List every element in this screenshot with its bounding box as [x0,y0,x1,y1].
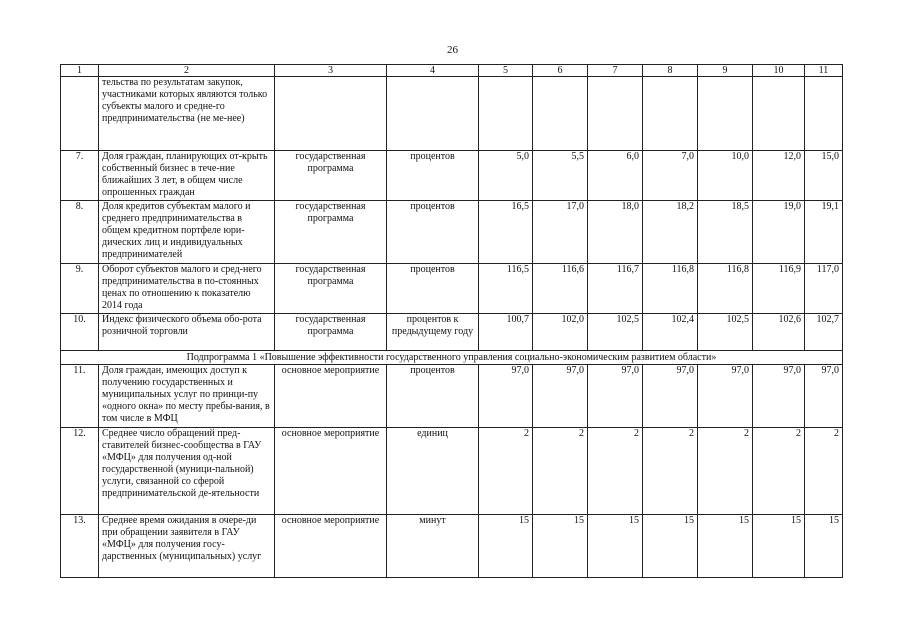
value-cell: 18,5 [698,201,753,264]
column-number: 2 [99,65,275,77]
row-number: 10. [61,314,99,351]
column-number: 3 [275,65,387,77]
indicator-name: Доля граждан, имеющих доступ к получению государственных и муниципальных услуг по принци-пу «одного окна» по месту пребы-вания, в том числе в МФЦ [99,365,275,428]
row-number: 12. [61,428,99,515]
value-cell [753,77,805,151]
value-cell: 2 [805,428,843,515]
value-cell: 6,0 [588,151,643,201]
column-number: 5 [479,65,533,77]
column-number: 8 [643,65,698,77]
value-cell: 116,8 [643,264,698,314]
value-cell: 15 [479,515,533,578]
value-cell: 116,9 [753,264,805,314]
value-cell: 15 [643,515,698,578]
indicator-type: основное мероприятие [275,365,387,428]
value-cell: 17,0 [533,201,588,264]
value-cell: 102,7 [805,314,843,351]
unit: единиц [387,428,479,515]
indicator-type: государственная программа [275,314,387,351]
unit [387,77,479,151]
value-cell [479,77,533,151]
unit: процентов [387,151,479,201]
value-cell: 10,0 [698,151,753,201]
value-cell [588,77,643,151]
value-cell: 117,0 [805,264,843,314]
indicator-type: государственная программа [275,151,387,201]
subprogram-row [61,351,843,365]
value-cell: 102,6 [753,314,805,351]
row-number: 13. [61,515,99,578]
value-cell [643,77,698,151]
table-row [61,314,843,351]
unit: процентов [387,201,479,264]
value-cell: 2 [588,428,643,515]
unit: процентов к предыдущему году [387,314,479,351]
value-cell: 97,0 [588,365,643,428]
indicator-name: Среднее время ожидания в очере-ди при обращении заявителя в ГАУ «МФЦ» для получения госу-дарственных (муниципальных) услуг [99,515,275,578]
value-cell: 97,0 [698,365,753,428]
value-cell: 2 [698,428,753,515]
value-cell: 116,6 [533,264,588,314]
unit: процентов [387,264,479,314]
value-cell: 100,7 [479,314,533,351]
value-cell: 16,5 [479,201,533,264]
value-cell: 18,2 [643,201,698,264]
value-cell: 2 [753,428,805,515]
value-cell: 15 [698,515,753,578]
value-cell: 19,0 [753,201,805,264]
table-row [61,365,843,428]
column-number: 7 [588,65,643,77]
indicator-type: государственная программа [275,264,387,314]
value-cell: 97,0 [643,365,698,428]
table-row [61,201,843,264]
value-cell: 18,0 [588,201,643,264]
value-cell: 15 [805,515,843,578]
value-cell [698,77,753,151]
value-cell [533,77,588,151]
value-cell: 5,0 [479,151,533,201]
indicator-type: государственная программа [275,201,387,264]
value-cell: 97,0 [805,365,843,428]
table-row [61,264,843,314]
column-number: 4 [387,65,479,77]
column-number: 1 [61,65,99,77]
value-cell: 2 [643,428,698,515]
value-cell: 116,8 [698,264,753,314]
table-row [61,515,843,578]
value-cell [805,77,843,151]
value-cell: 102,5 [698,314,753,351]
row-number: 11. [61,365,99,428]
value-cell: 102,4 [643,314,698,351]
column-number: 11 [805,65,843,77]
indicator-name: Оборот субъектов малого и сред-него предпринимательства в по-стоянных ценах по отношению к показателю 2014 года [99,264,275,314]
indicator-name: Среднее число обращений пред-ставителей бизнес-сообщества в ГАУ «МФЦ» для получения од-ной государственной (муници-пальной) услуги, связанной со сферой предпринимательской де-ятельности [99,428,275,515]
indicator-type: основное мероприятие [275,515,387,578]
column-number-row [61,65,843,77]
value-cell: 15 [753,515,805,578]
unit: процентов [387,365,479,428]
table-row [61,428,843,515]
table-row [61,151,843,201]
value-cell: 116,7 [588,264,643,314]
value-cell: 15 [533,515,588,578]
value-cell: 2 [533,428,588,515]
value-cell: 5,5 [533,151,588,201]
continuation-row [61,77,843,151]
row-number [61,77,99,151]
value-cell: 97,0 [533,365,588,428]
column-number: 10 [753,65,805,77]
value-cell: 15,0 [805,151,843,201]
value-cell: 97,0 [753,365,805,428]
indicator-name: Индекс физического объема обо-рота розничной торговли [99,314,275,351]
column-number: 9 [698,65,753,77]
indicator-type [275,77,387,151]
value-cell: 97,0 [479,365,533,428]
indicator-type: основное мероприятие [275,428,387,515]
value-cell: 2 [479,428,533,515]
row-number: 8. [61,201,99,264]
value-cell: 7,0 [643,151,698,201]
subprogram-title: Подпрограмма 1 «Повышение эффективности государственного управления социально-экономическим развитием области» [61,351,843,365]
page-number: 26 [447,44,458,56]
unit: минут [387,515,479,578]
value-cell: 15 [588,515,643,578]
row-number: 9. [61,264,99,314]
value-cell: 19,1 [805,201,843,264]
column-number: 6 [533,65,588,77]
value-cell: 102,0 [533,314,588,351]
indicators-table [60,64,843,578]
value-cell: 102,5 [588,314,643,351]
value-cell: 116,5 [479,264,533,314]
indicator-name: тельства по результатам закупок, участниками которых являются только субъекты малого и средне-го предпринимательства (не ме-нее) [99,77,275,151]
indicator-name: Доля кредитов субъектам малого и среднего предпринимательства в общем кредитном портфеле юри-дических лиц и индивидуальных предпринимателей [99,201,275,264]
value-cell: 12,0 [753,151,805,201]
indicator-name: Доля граждан, планирующих от-крыть собственный бизнес в тече-ние ближайших 3 лет, в общем числе опрошенных граждан [99,151,275,201]
row-number: 7. [61,151,99,201]
